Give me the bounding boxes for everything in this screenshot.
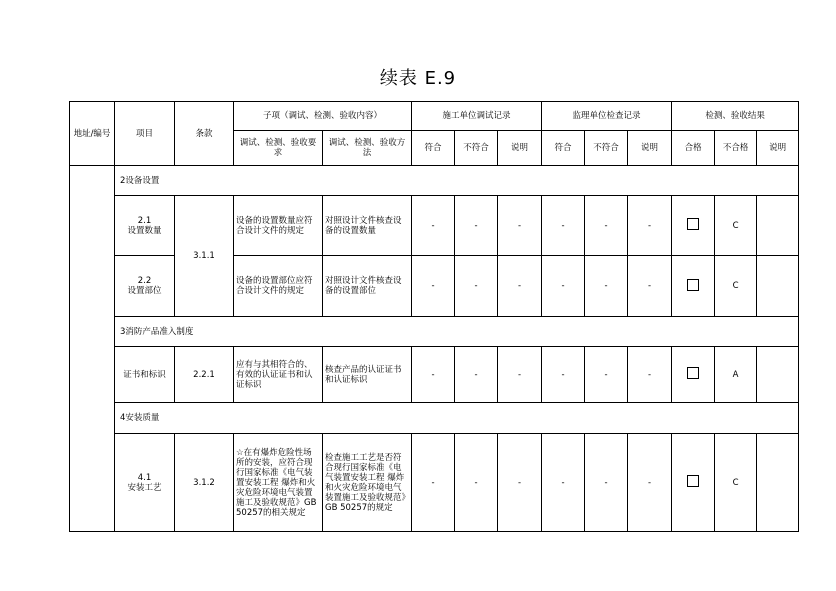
table-row-item (115, 196, 175, 256)
pass-checkbox[interactable] (687, 367, 699, 379)
item-no: 2.1 (137, 215, 152, 226)
header-supervision-group: 监理单位检查记录 (542, 102, 672, 131)
section-title: 3消防产品准入制度 (115, 317, 799, 347)
c-nonconform-cell: - (455, 434, 498, 532)
header-result-group: 检测、验收结果 (672, 102, 799, 131)
table-row-item (115, 434, 175, 532)
inspection-table (69, 101, 799, 532)
grade-cell: C (715, 434, 757, 532)
pass-cell[interactable] (672, 434, 715, 532)
c-conform-cell: - (412, 434, 455, 532)
s-note-cell: - (628, 196, 672, 256)
table-row-item (115, 256, 175, 317)
result-note-cell (757, 256, 799, 317)
result-note-cell (757, 347, 799, 403)
requirement-cell: 应有与其相符合的、有效的认证证书和认证标识 (234, 347, 323, 403)
item-name: 证书和标识 (123, 369, 166, 380)
c-conform-cell: - (412, 196, 455, 256)
pass-cell[interactable] (672, 347, 715, 403)
requirement-cell: ☆在有爆炸危险性场所的安装，应符合现行国家标准《电气装置安装工程 爆炸和火灾危险环境电气装置施工及验收规范》GB 50257的相关规定 (234, 434, 323, 532)
grade-cell: A (715, 347, 757, 403)
header-requirement: 调试、检测、验收要求 (234, 131, 323, 166)
header-s-note: 说明 (628, 131, 672, 166)
header-s-conform: 符合 (542, 131, 585, 166)
s-conform-cell: - (542, 196, 585, 256)
s-nonconform-cell: - (585, 256, 628, 317)
pass-checkbox[interactable] (687, 279, 699, 291)
method-cell: 对照设计文件核查设备的设置数量 (323, 196, 412, 256)
grade-cell: C (715, 256, 757, 317)
header-c-conform: 符合 (412, 131, 455, 166)
header-item: 项目 (115, 102, 175, 166)
page-title: 续表 E.9 (379, 68, 457, 89)
header-c-nonconform: 不符合 (455, 131, 498, 166)
table-row-item (115, 347, 175, 403)
s-note-cell: - (628, 256, 672, 317)
c-nonconform-cell: - (455, 196, 498, 256)
s-note-cell: - (628, 434, 672, 532)
header-fail: 不合格 (715, 131, 757, 166)
method-cell: 对照设计文件核查设备的设置部位 (323, 256, 412, 317)
item-name: 安装工艺 (127, 482, 162, 493)
header-subitem-group: 子项（调试、检测、验收内容） (234, 102, 412, 131)
header-s-nonconform: 不符合 (585, 131, 628, 166)
header-location: 地址/编号 (70, 102, 115, 166)
s-nonconform-cell: - (585, 347, 628, 403)
method-cell: 检查施工工艺是否符合现行国家标准《电气装置安装工程 爆炸和火灾危险环境电气装置施工及验收规范》GB 50257的规定 (323, 434, 412, 532)
header-pass: 合格 (672, 131, 715, 166)
c-nonconform-cell: - (455, 347, 498, 403)
s-nonconform-cell: - (585, 434, 628, 532)
c-conform-cell: - (412, 347, 455, 403)
header-method: 调试、检测、验收方法 (323, 131, 412, 166)
item-no: 4.1 (137, 472, 152, 483)
c-note-cell: - (498, 347, 542, 403)
pass-cell[interactable] (672, 196, 715, 256)
s-conform-cell: - (542, 256, 585, 317)
c-conform-cell: - (412, 256, 455, 317)
requirement-cell: 设备的设置部位应符合设计文件的规定 (234, 256, 323, 317)
item-name: 设置部位 (127, 286, 162, 296)
s-nonconform-cell: - (585, 196, 628, 256)
pass-cell[interactable] (672, 256, 715, 317)
section-title: 2设备设置 (115, 166, 799, 196)
section-title: 4安装质量 (115, 403, 799, 434)
item-name: 设置数量 (127, 225, 162, 236)
method-cell: 核查产品的认证证书和认证标识 (323, 347, 412, 403)
location-cell (70, 166, 115, 532)
s-conform-cell: - (542, 347, 585, 403)
result-note-cell (757, 434, 799, 532)
header-construction-group: 施工单位调试记录 (412, 102, 542, 131)
c-note-cell: - (498, 256, 542, 317)
grade-cell: C (715, 196, 757, 256)
c-note-cell: - (498, 196, 542, 256)
requirement-cell: 设备的设置数量应符合设计文件的规定 (234, 196, 323, 256)
pass-checkbox[interactable] (687, 218, 699, 230)
result-note-cell (757, 196, 799, 256)
c-note-cell: - (498, 434, 542, 532)
s-conform-cell: - (542, 434, 585, 532)
s-note-cell: - (628, 347, 672, 403)
item-no: 2.2 (137, 276, 152, 286)
header-c-note: 说明 (498, 131, 542, 166)
clause-cell: 3.1.2 (175, 434, 234, 532)
clause-cell: 2.2.1 (175, 347, 234, 403)
clause-cell: 3.1.1 (175, 196, 234, 317)
header-r-note: 说明 (757, 131, 799, 166)
header-clause: 条款 (175, 102, 234, 166)
c-nonconform-cell: - (455, 256, 498, 317)
pass-checkbox[interactable] (687, 475, 699, 487)
